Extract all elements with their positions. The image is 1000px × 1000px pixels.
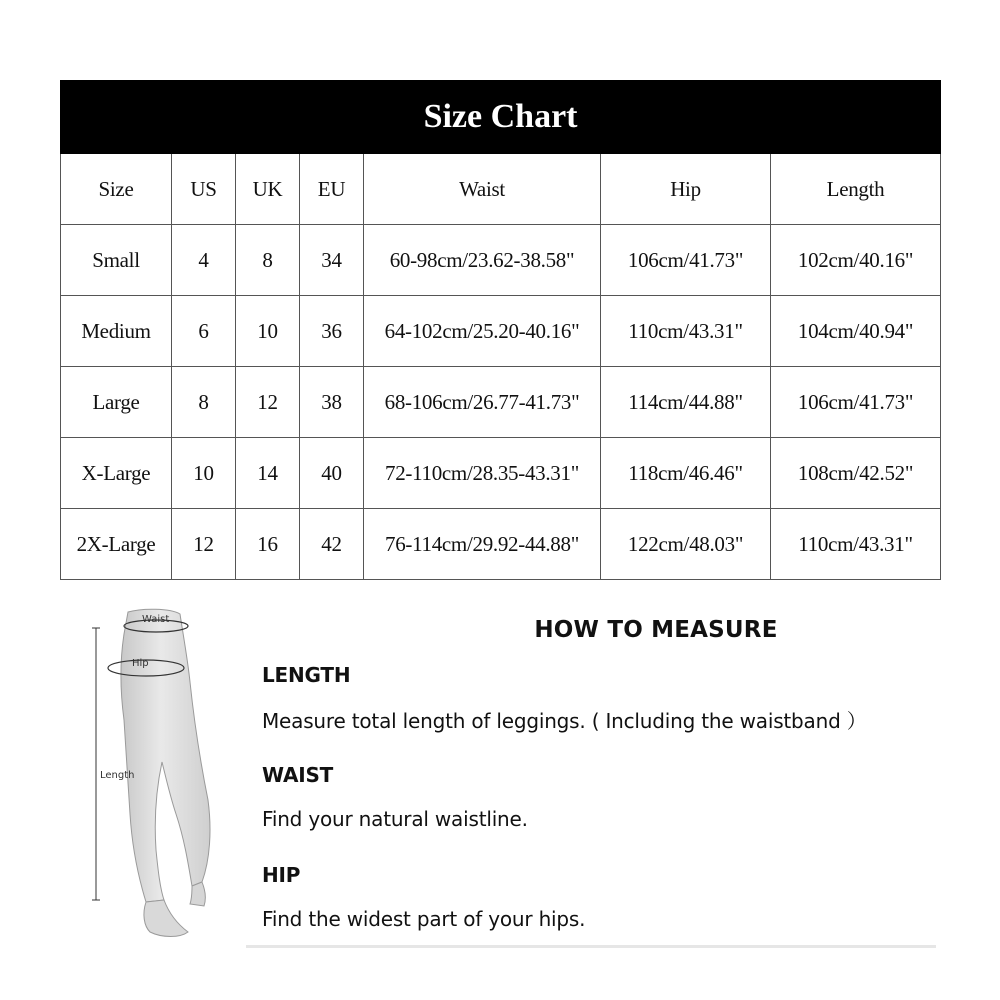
uk-cell: 14 (236, 438, 300, 509)
uk-cell: 16 (236, 509, 300, 580)
header-cell: Hip (601, 154, 771, 225)
waist-cell: 72-110cm/28.35-43.31" (364, 438, 601, 509)
header-cell: EU (300, 154, 364, 225)
waist-cell: 64-102cm/25.20-40.16" (364, 296, 601, 367)
table-row (61, 225, 941, 296)
size-chart-table (60, 80, 941, 580)
waist-cell: 76-114cm/29.92-44.88" (364, 509, 601, 580)
waist-cell: 60-98cm/23.62-38.58" (364, 225, 601, 296)
table-row (61, 296, 941, 367)
size-cell: 2X-Large (61, 509, 172, 580)
us-cell: 6 (172, 296, 236, 367)
table-row (61, 509, 941, 580)
waist-heading: WAIST (262, 763, 334, 787)
waist-cell: 68-106cm/26.77-41.73" (364, 367, 601, 438)
front-foot-shape (144, 900, 188, 937)
eu-cell: 40 (300, 438, 364, 509)
length-label: Length (100, 770, 135, 781)
uk-cell: 12 (236, 367, 300, 438)
uk-cell: 8 (236, 225, 300, 296)
length-cell: 104cm/40.94" (771, 296, 941, 367)
us-cell: 10 (172, 438, 236, 509)
hip-cell: 114cm/44.88" (601, 367, 771, 438)
us-cell: 8 (172, 367, 236, 438)
header-cell: US (172, 154, 236, 225)
header-cell: Length (771, 154, 941, 225)
us-cell: 4 (172, 225, 236, 296)
header-row (61, 154, 941, 225)
length-cell: 106cm/41.73" (771, 367, 941, 438)
eu-cell: 36 (300, 296, 364, 367)
hip-cell: 110cm/43.31" (601, 296, 771, 367)
hip-instruction: Find the widest part of your hips. (262, 907, 586, 931)
table-row (61, 367, 941, 438)
how-to-measure-section (246, 605, 936, 948)
hip-cell: 122cm/48.03" (601, 509, 771, 580)
leggings-figure (80, 600, 250, 945)
hip-cell: 106cm/41.73" (601, 225, 771, 296)
size-cell: Small (61, 225, 172, 296)
us-cell: 12 (172, 509, 236, 580)
waist-label: Waist (142, 614, 170, 625)
waist-instruction: Find your natural waistline. (262, 807, 528, 831)
length-cell: 110cm/43.31" (771, 509, 941, 580)
size-chart-title: Size Chart (61, 81, 941, 154)
how-to-measure-title: HOW TO MEASURE (534, 617, 778, 643)
eu-cell: 42 (300, 509, 364, 580)
header-cell: UK (236, 154, 300, 225)
eu-cell: 38 (300, 367, 364, 438)
size-cell: X-Large (61, 438, 172, 509)
uk-cell: 10 (236, 296, 300, 367)
size-cell: Medium (61, 296, 172, 367)
header-cell: Size (61, 154, 172, 225)
hip-cell: 118cm/46.46" (601, 438, 771, 509)
eu-cell: 34 (300, 225, 364, 296)
header-cell: Waist (364, 154, 601, 225)
leggings-shape (121, 609, 210, 902)
length-instruction: Measure total length of leggings. ( Including the waistband ） (262, 709, 867, 733)
table-row (61, 438, 941, 509)
hip-heading: HIP (262, 863, 301, 887)
length-cell: 102cm/40.16" (771, 225, 941, 296)
size-cell: Large (61, 367, 172, 438)
length-cell: 108cm/42.52" (771, 438, 941, 509)
back-foot-shape (190, 882, 205, 906)
length-heading: LENGTH (262, 663, 351, 687)
hip-label: Hip (132, 658, 149, 669)
